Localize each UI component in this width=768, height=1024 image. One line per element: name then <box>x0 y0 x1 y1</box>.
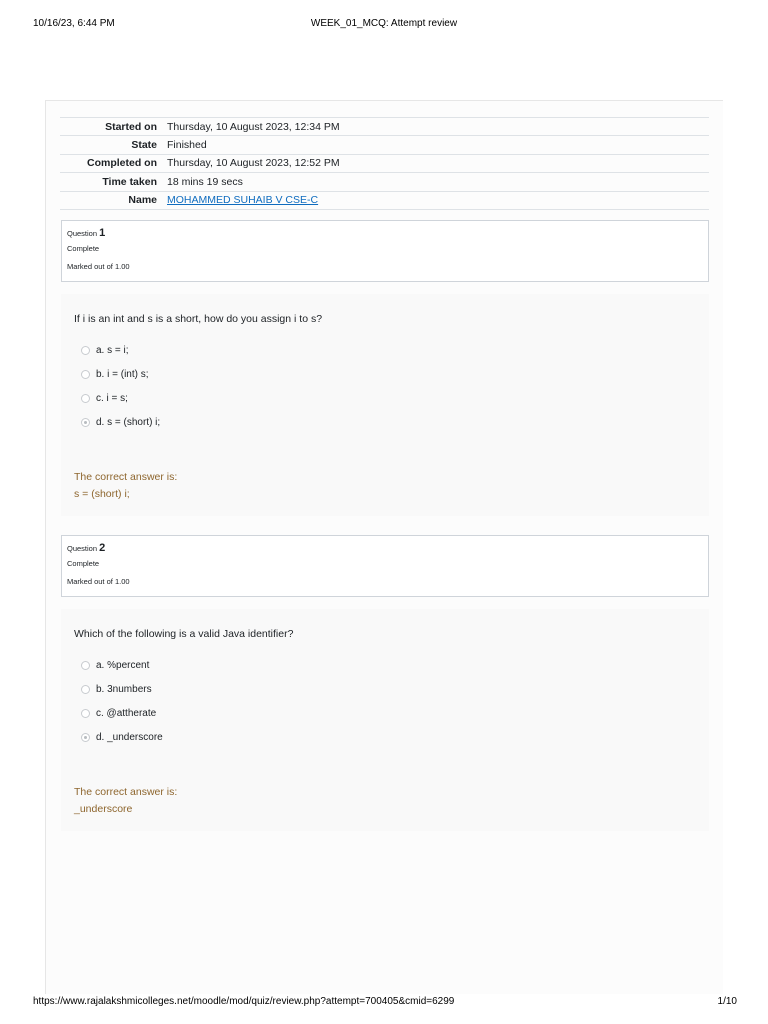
answer-option-d[interactable] <box>81 732 163 743</box>
summary-row-state <box>60 136 709 154</box>
started-on-value: Thursday, 10 August 2023, 12:34 PM <box>163 118 709 136</box>
completed-on-label: Completed on <box>60 154 163 172</box>
question-1-info <box>61 220 709 282</box>
question-2-content <box>61 609 709 831</box>
answer-label: b. 3numbers <box>96 684 152 695</box>
question-text: Which of the following is a valid Java identifier? <box>74 628 294 640</box>
started-on-label: Started on <box>60 118 163 136</box>
answer-label: c. i = s; <box>96 393 128 404</box>
correct-answer-value: s = (short) i; <box>74 488 130 500</box>
print-header <box>0 18 768 32</box>
answer-option-c[interactable] <box>81 393 128 404</box>
question-number-value: 2 <box>99 542 106 554</box>
print-footer <box>0 996 768 1010</box>
question-text: If i is an int and s is a short, how do you assign i to s? <box>74 313 323 325</box>
print-url: https://www.rajalakshmicolleges.net/moodle/mod/quiz/review.php?attempt=700405&cmid=6299 <box>33 996 455 1007</box>
answer-option-c[interactable] <box>81 708 156 719</box>
correct-answer-label: The correct answer is: <box>74 786 178 798</box>
radio-checked-icon[interactable] <box>81 733 90 742</box>
radio-icon[interactable] <box>81 370 90 379</box>
question-number-value: 1 <box>99 227 106 239</box>
answer-label: c. @attherate <box>96 708 157 719</box>
time-taken-label: Time taken <box>60 173 163 191</box>
question-state: Complete <box>67 244 100 253</box>
print-datetime: 10/16/23, 6:44 PM <box>33 18 115 29</box>
answer-option-b[interactable] <box>81 369 149 380</box>
summary-row-time <box>60 173 709 191</box>
radio-checked-icon[interactable] <box>81 418 90 427</box>
summary-row-started <box>60 118 709 136</box>
answer-option-d[interactable] <box>81 417 160 428</box>
name-value-cell <box>163 191 709 209</box>
student-name-link[interactable]: MOHAMMED SUHAIB V CSE-C <box>167 194 319 207</box>
summary-row-completed <box>60 154 709 172</box>
answer-label: d. s = (short) i; <box>96 417 161 428</box>
answer-label: a. s = i; <box>96 345 129 356</box>
radio-icon[interactable] <box>81 685 90 694</box>
question-state: Complete <box>67 559 100 568</box>
question-grade: Marked out of 1.00 <box>67 262 130 271</box>
question-1-content <box>61 294 709 516</box>
correct-answer-label: The correct answer is: <box>74 471 178 483</box>
state-label: State <box>60 136 163 154</box>
time-taken-value: 18 mins 19 secs <box>163 173 709 191</box>
radio-icon[interactable] <box>81 394 90 403</box>
radio-icon[interactable] <box>81 346 90 355</box>
print-title: WEEK_01_MCQ: Attempt review <box>310 18 458 29</box>
answer-label: a. %percent <box>96 660 150 671</box>
answer-option-a[interactable] <box>81 345 129 356</box>
answer-option-a[interactable] <box>81 660 149 671</box>
answer-option-b[interactable] <box>81 684 152 695</box>
correct-answer-value: _underscore <box>74 803 133 815</box>
state-value: Finished <box>163 136 709 154</box>
summary-row-name <box>60 191 709 209</box>
print-page-number: 1/10 <box>717 996 737 1007</box>
answer-label: b. i = (int) s; <box>96 369 149 380</box>
question-number <box>67 227 708 240</box>
attempt-summary-table <box>60 117 709 210</box>
name-label: Name <box>60 191 163 209</box>
question-2-info <box>61 535 709 597</box>
radio-icon[interactable] <box>81 709 90 718</box>
answer-label: d. _underscore <box>96 732 163 743</box>
question-number <box>67 542 708 555</box>
question-grade: Marked out of 1.00 <box>67 577 130 586</box>
question-label: Question <box>67 229 98 238</box>
radio-icon[interactable] <box>81 661 90 670</box>
question-label: Question <box>67 544 98 553</box>
completed-on-value: Thursday, 10 August 2023, 12:52 PM <box>163 154 709 172</box>
